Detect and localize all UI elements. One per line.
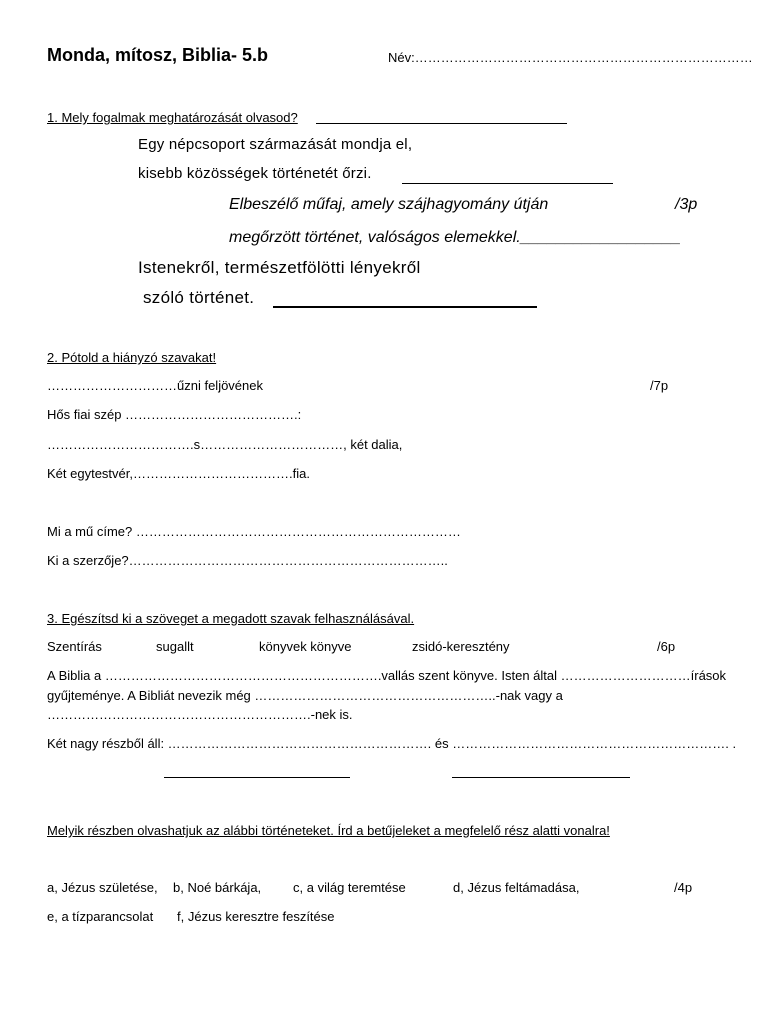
q4-points: /4p <box>674 880 693 895</box>
q1-def3-line1: Istenekről, természetfölötti lényekről <box>138 258 421 277</box>
q1-heading: 1. Mely fogalmak meghatározását olvasod? <box>47 110 298 125</box>
q2-author-question[interactable]: Ki a szerzője?……………………………………………………………….. <box>47 553 448 568</box>
name-field[interactable]: Név:…………………………………………………………………… <box>388 50 753 65</box>
q4-item-b: b, Noé bárkája, <box>173 880 262 895</box>
q4-item-e: e, a tízparancsolat <box>47 909 154 924</box>
q3-text-line2[interactable]: gyűjteménye. A Bibliát nevezik még ………………………………………………..-nak vagy a <box>47 688 563 703</box>
q2-line4[interactable]: Két egytestvér,……………………………….fia. <box>47 466 310 481</box>
q1-answer-line-1[interactable] <box>402 183 613 184</box>
part1-answer-line[interactable] <box>164 777 350 778</box>
q4-item-c: c, a világ teremtése <box>293 880 406 895</box>
q3-heading: 3. Egészítsd ki a szöveget a megadott szavak felhasználásával. <box>47 611 415 626</box>
q2-title-question[interactable]: Mi a mű címe? ………………………………………………………………… <box>47 524 461 539</box>
q1-def1-line1: Egy népcsoport származását mondja el, <box>138 136 413 153</box>
q3-word-4: zsidó-keresztény <box>412 639 510 654</box>
q1-points: /3p <box>675 196 698 213</box>
q2-points: /7p <box>650 378 669 393</box>
q1-def1-line2: kisebb közösségek történetét őrzi. <box>138 165 372 182</box>
q3-word-2: sugallt <box>156 639 194 654</box>
q2-line2[interactable]: Hős fiai szép ………………………………….: <box>47 407 302 422</box>
q2-line3[interactable]: …………………………….s……………………………, két dalia, <box>47 437 403 452</box>
q4-item-f: f, Jézus keresztre feszítése <box>177 909 335 924</box>
q1-answer-line-3[interactable] <box>273 306 537 308</box>
q4-heading: Melyik részben olvashatjuk az alábbi történeteket. Írd a betűjeleket a megfelelő rész alatti vonalra! <box>47 823 610 838</box>
q4-item-a: a, Jézus születése, <box>47 880 158 895</box>
part2-answer-line[interactable] <box>452 777 630 778</box>
q3-text-line3[interactable]: …………………………………………………….-nek is. <box>47 707 353 722</box>
q3-points: /6p <box>657 639 676 654</box>
q3-text-line1[interactable]: A Biblia a ……………………………………………………….vallás szent könyve. Isten által …………………………írások <box>47 668 727 683</box>
q2-line1[interactable]: …………………………űzni feljövének <box>47 378 263 393</box>
q2-heading: 2. Pótold a hiányzó szavakat! <box>47 350 217 365</box>
q3-parts-line[interactable]: Két nagy részből áll: ……………………………………………………. és ………………………………………………………. . <box>47 736 737 751</box>
q3-word-3: könyvek könyve <box>259 639 352 654</box>
page-title: Monda, mítosz, Biblia- 5.b <box>47 45 269 65</box>
q1-def2-line2: megőrzött történet, valóságos elemekkel.__________________ <box>229 229 681 246</box>
q3-word-1: Szentírás <box>47 639 102 654</box>
q4-item-d: d, Jézus feltámadása, <box>453 880 580 895</box>
q1-def2-line1: Elbeszélő műfaj, amely szájhagyomány útján <box>229 196 549 213</box>
q1-def3-line2: szóló történet. <box>143 288 255 307</box>
q1-heading-underline <box>316 123 567 124</box>
